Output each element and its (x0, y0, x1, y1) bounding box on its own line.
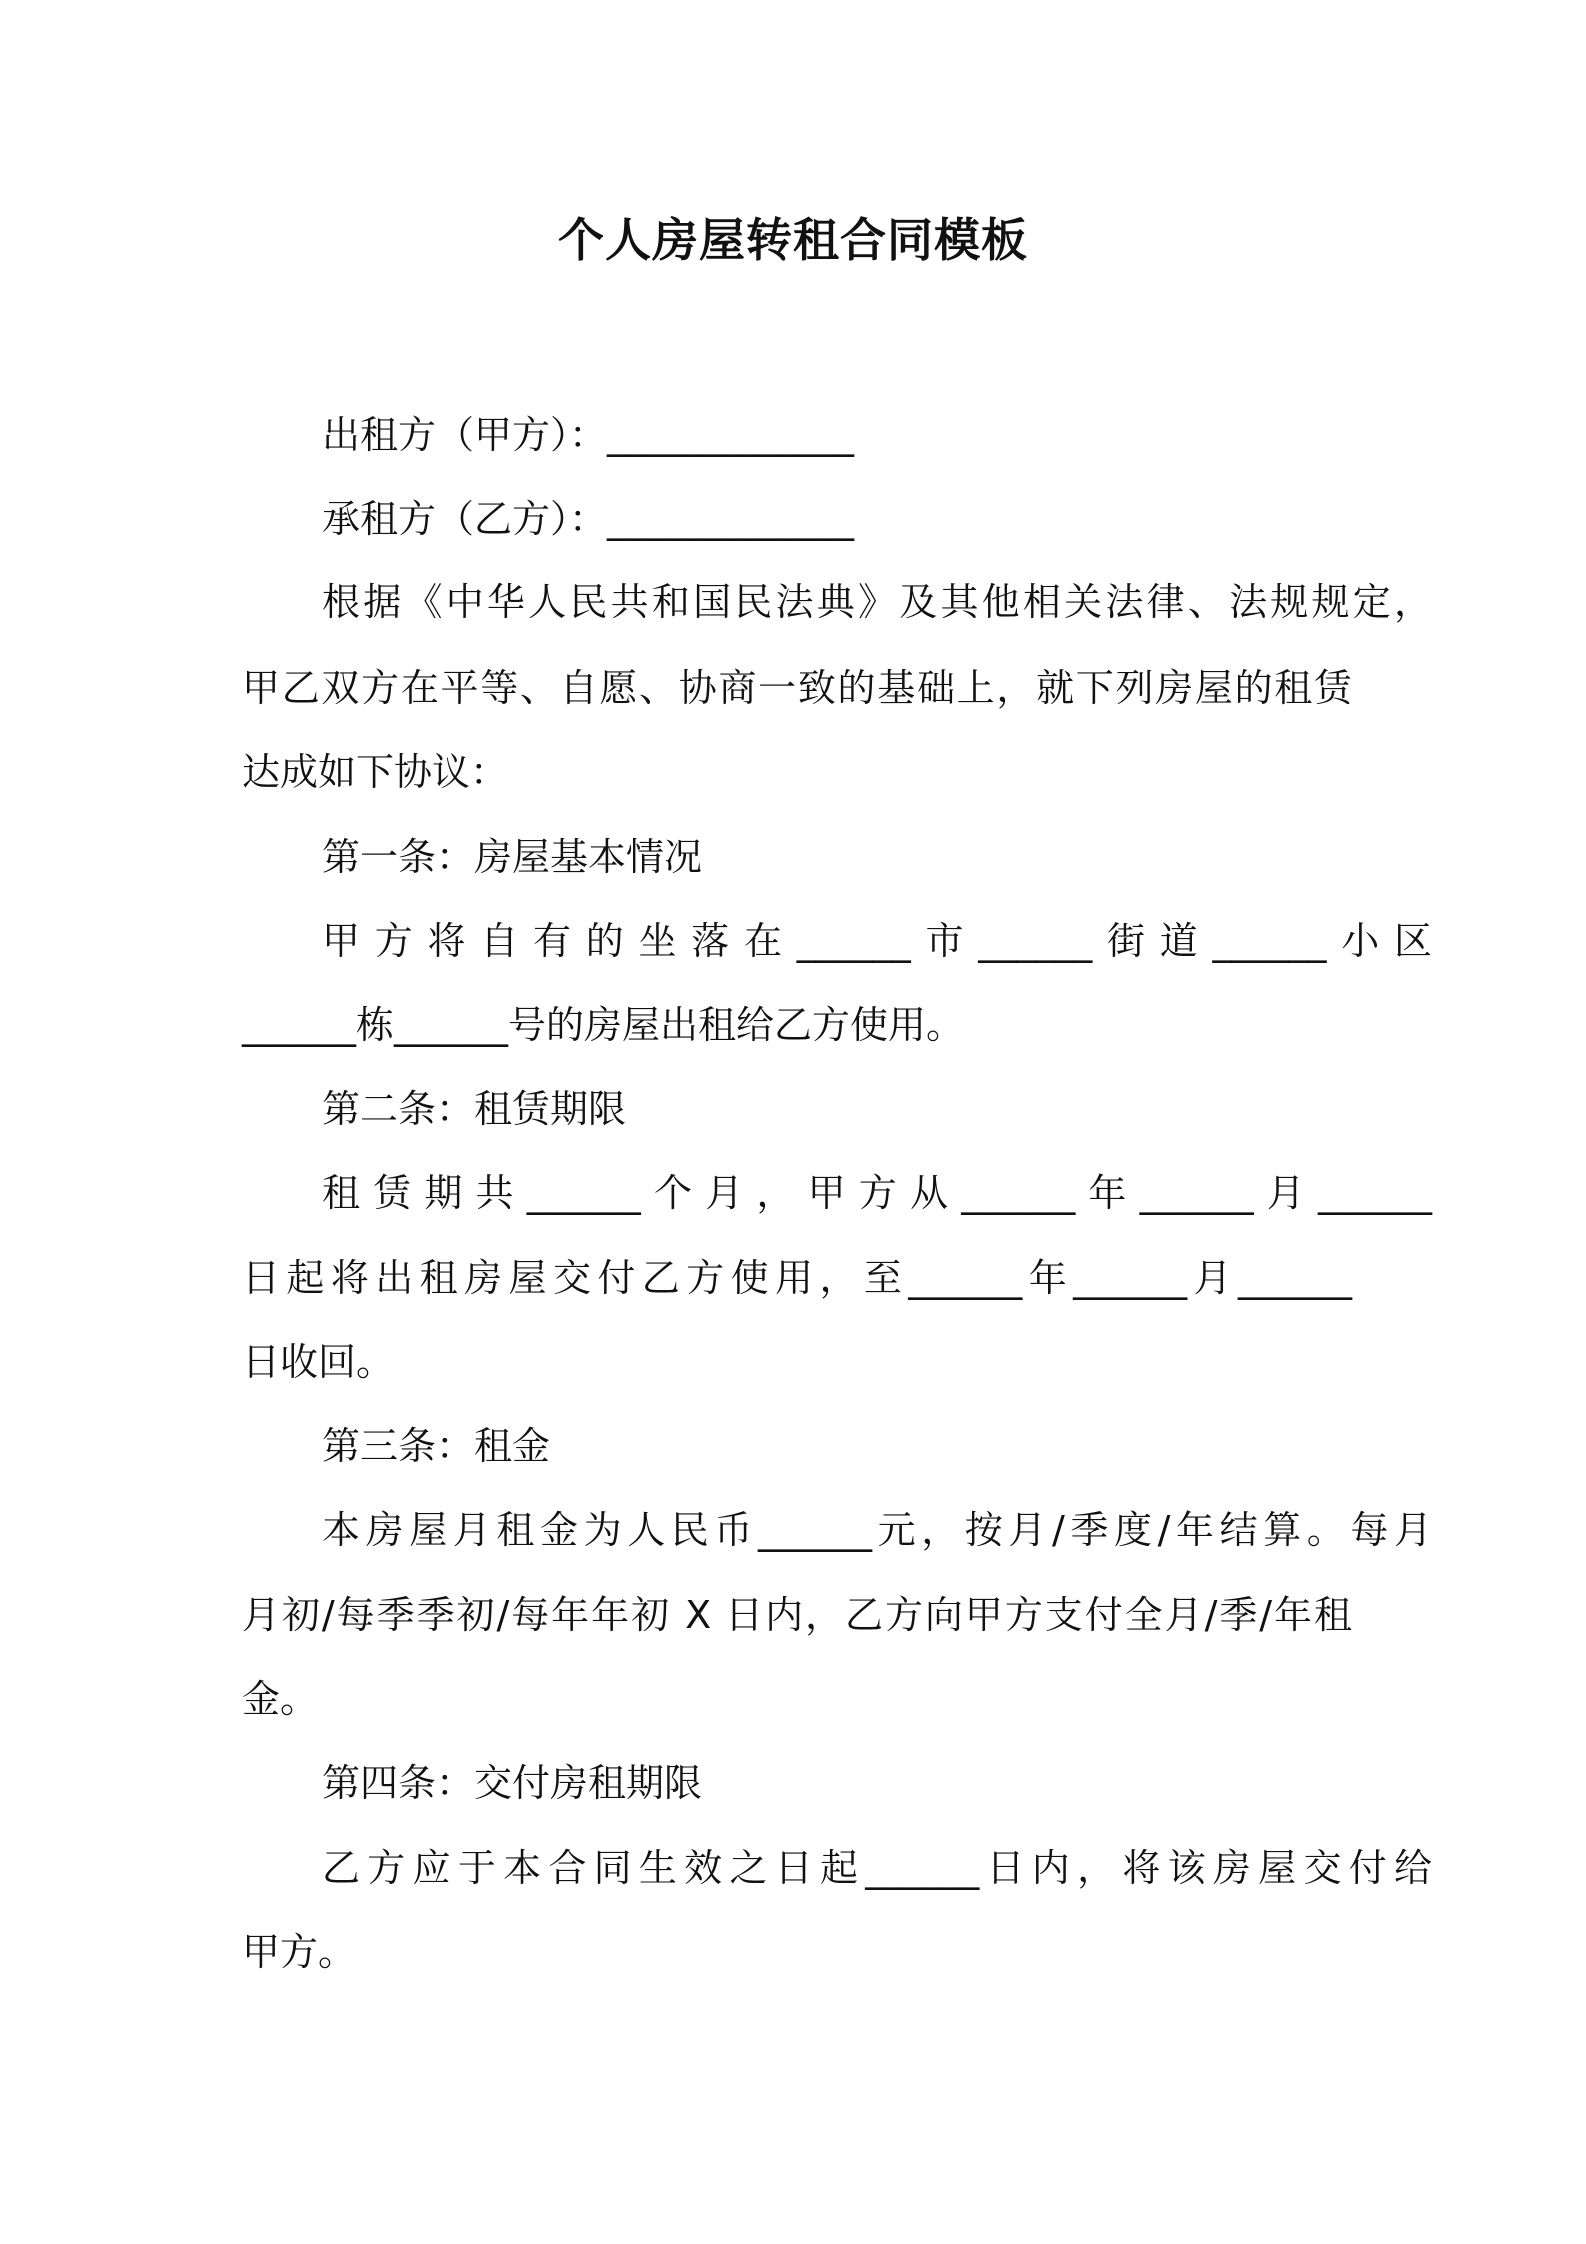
preamble-line-1: 根据《中华人民共和国民法典》及其他相关法律、法规规定， (322, 580, 1432, 624)
article-3-heading: 第三条：租金 (322, 1424, 551, 1468)
lessee-line: 承租方（乙方）：_____________ (322, 497, 855, 541)
article-3-line-3: 金。 (242, 1677, 319, 1721)
lessor-line: 出租方（甲方）：_____________ (322, 413, 855, 457)
article-3-line-1: 本房屋月租金为人民币______元，按月/季度/年结算。每月 (322, 1508, 1432, 1552)
article-2-line-2: 日起将出租房屋交付乙方使用，至______年______月______ (242, 1256, 1352, 1300)
article-1-line-2: ______栋______号的房屋出租给乙方使用。 (242, 1003, 965, 1047)
preamble-line-3: 达成如下协议： (242, 750, 509, 794)
document-title: 个人房屋转租合同模板 (558, 213, 1028, 267)
preamble-line-2: 甲乙双方在平等、自愿、协商一致的基础上，就下列房屋的租赁 (242, 666, 1352, 710)
article-2-line-3: 日收回。 (242, 1340, 395, 1384)
article-4-line-1: 乙方应于本合同生效之日起______日内，将该房屋交付给 (322, 1846, 1432, 1890)
article-1-line-1: 甲方将自有的坐落在______市______街道______小区 (322, 919, 1432, 963)
article-2-heading: 第二条：租赁期限 (322, 1087, 627, 1131)
article-1-heading: 第一条：房屋基本情况 (322, 835, 703, 879)
article-3-line-2: 月初/每季季初/每年年初 X 日内，乙方向甲方支付全月/季/年租 (242, 1593, 1352, 1637)
article-4-line-2: 甲方。 (242, 1930, 357, 1974)
article-4-heading: 第四条：交付房租期限 (322, 1761, 703, 1805)
article-2-line-1: 租赁期共______个月，甲方从______年______月______ (322, 1171, 1432, 1215)
